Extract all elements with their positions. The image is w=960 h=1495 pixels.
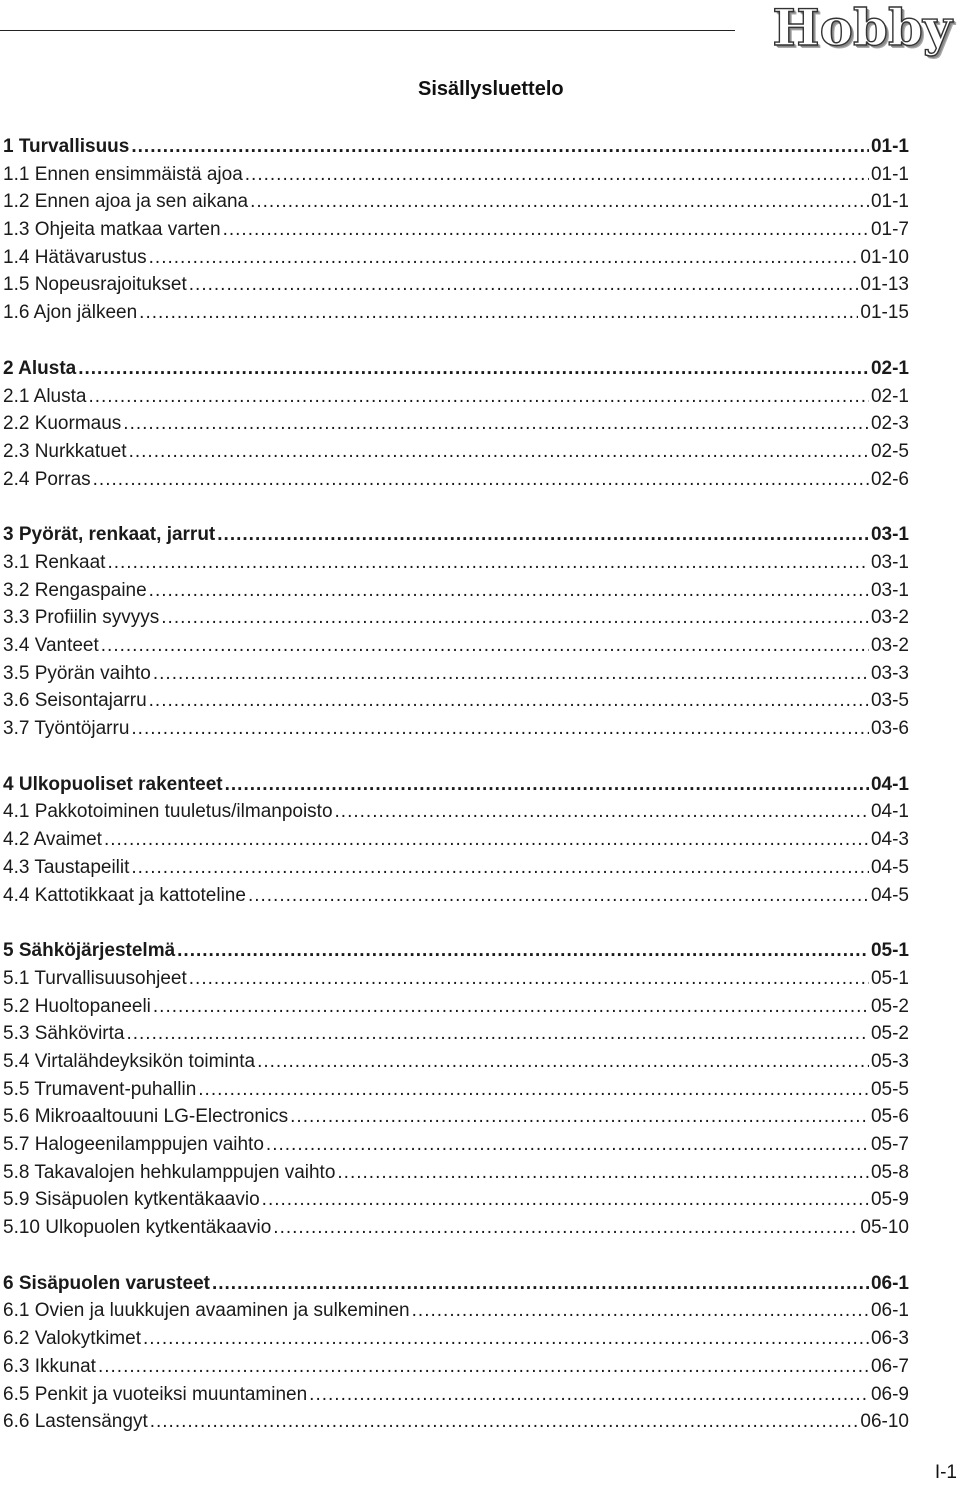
header-rule (0, 30, 735, 31)
toc-chapter-entry[interactable] (3, 937, 909, 965)
toc-entry-label: 3.7 Työntöjarru (3, 718, 130, 740)
toc-entry-page-number: 05-3 (870, 1050, 909, 1072)
toc-entry-page-number: 06-1 (870, 1300, 909, 1322)
dot-leader (177, 937, 869, 965)
toc-entry-page-number: 02-1 (870, 385, 909, 407)
toc-item-entry[interactable] (3, 1325, 909, 1353)
toc-entry-page-number: 05-6 (870, 1106, 909, 1128)
toc-item-entry[interactable] (3, 1131, 909, 1159)
toc-entry-page-number: 02-3 (870, 413, 909, 435)
toc-entry-label: 2 Alusta (3, 357, 77, 379)
toc-item-entry[interactable] (3, 993, 909, 1021)
toc-entry-label: 6.3 Ikkunat (3, 1355, 96, 1377)
toc-item-entry[interactable] (3, 1214, 909, 1242)
dot-leader (262, 1186, 869, 1214)
toc-item-entry[interactable] (3, 466, 909, 494)
toc-entry-page-number: 01-13 (860, 274, 909, 296)
toc-item-entry[interactable] (3, 1048, 909, 1076)
toc-section (3, 937, 909, 1242)
toc-entry-label: 2.1 Alusta (3, 385, 87, 407)
dot-leader (189, 271, 859, 299)
toc-entry-label: 6.1 Ovien ja luukkujen avaaminen ja sulkeminen (3, 1300, 410, 1322)
toc-item-entry[interactable] (3, 438, 909, 466)
toc-entry-page-number: 01-1 (870, 136, 909, 157)
toc-entry-label: 3 Pyörät, renkaat, jarrut (3, 524, 216, 546)
toc-item-entry[interactable] (3, 604, 909, 632)
toc-entry-label: 1 Turvallisuus (3, 136, 130, 157)
dot-leader (149, 577, 869, 605)
toc-entry-label: 5.1 Turvallisuusohjeet (3, 967, 187, 989)
toc-item-entry[interactable] (3, 1103, 909, 1131)
toc-entry-page-number: 03-1 (870, 524, 909, 546)
toc-item-entry[interactable] (3, 1186, 909, 1214)
toc-item-entry[interactable] (3, 161, 909, 189)
dot-leader (257, 1048, 869, 1076)
toc-section (3, 133, 909, 327)
toc-entry-page-number: 06-1 (870, 1272, 909, 1294)
toc-entry-label: 5.3 Sähkövirta (3, 1023, 125, 1045)
toc-item-entry[interactable] (3, 188, 909, 216)
toc-entry-label: 4.3 Taustapeilit (3, 856, 130, 878)
toc-item-entry[interactable] (3, 965, 909, 993)
toc-entry-label: 2.4 Porras (3, 468, 91, 490)
toc-entry-label: 5.6 Mikroaaltouuni LG-Electronics (3, 1106, 289, 1128)
toc-entry-page-number: 06-3 (870, 1328, 909, 1350)
toc-entry-label: 3.5 Pyörän vaihto (3, 662, 151, 684)
toc-entry-label: 3.6 Seisontajarru (3, 690, 147, 712)
toc-entry-label: 1.6 Ajon jälkeen (3, 302, 138, 324)
toc-entry-page-number: 05-2 (870, 1023, 909, 1045)
toc-item-entry[interactable] (3, 1381, 909, 1409)
dot-leader (104, 826, 869, 854)
toc-entry-page-number: 01-7 (870, 219, 909, 241)
dot-leader (161, 604, 869, 632)
toc-section (3, 355, 909, 493)
dot-leader (129, 438, 869, 466)
toc-entry-page-number: 01-10 (860, 246, 909, 268)
toc-entry-label: 1.4 Hätävarustus (3, 246, 147, 268)
dot-leader (266, 1131, 869, 1159)
toc-entry-label: 3.2 Rengaspaine (3, 579, 147, 601)
toc-item-entry[interactable] (3, 854, 909, 882)
toc-entry-page-number: 05-9 (870, 1189, 909, 1211)
toc-entry-page-number: 03-2 (870, 635, 909, 656)
dot-leader (88, 383, 869, 411)
toc-entry-page-number: 03-1 (870, 579, 909, 601)
dot-leader (101, 632, 869, 660)
dot-leader (149, 687, 869, 715)
toc-section (3, 1270, 909, 1436)
toc-chapter-entry[interactable] (3, 355, 909, 383)
toc-entry-label: 1.1 Ennen ensimmäistä ajoa (3, 163, 243, 185)
toc-entry-label: 4.1 Pakkotoiminen tuuletus/ilmanpoisto (3, 801, 333, 823)
dot-leader (248, 882, 869, 910)
toc-entry-page-number: 06-9 (870, 1383, 909, 1405)
page-number: I-1 (934, 1462, 957, 1483)
toc-entry-label: 4 Ulkopuoliset rakenteet (3, 773, 223, 795)
dot-leader (153, 993, 869, 1021)
toc-item-entry[interactable] (3, 798, 909, 826)
toc-entry-label: 3.4 Vanteet (3, 635, 99, 656)
hobby-logo: Hobby (772, 0, 952, 57)
dot-leader (131, 715, 869, 743)
toc-entry-label: 5.9 Sisäpuolen kytkentäkaavio (3, 1189, 260, 1211)
toc-chapter-entry[interactable] (3, 1270, 909, 1298)
toc-item-entry[interactable] (3, 1159, 909, 1187)
toc-item-entry[interactable] (3, 1076, 909, 1104)
toc-entry-page-number: 04-3 (870, 829, 909, 851)
toc-entry-page-number: 02-5 (870, 440, 909, 462)
dot-leader (198, 1076, 869, 1104)
toc-entry-page-number: 05-7 (870, 1134, 909, 1155)
toc-entry-label: 6.5 Penkit ja vuoteiksi muuntaminen (3, 1383, 308, 1405)
toc-entry-label: 1.3 Ohjeita matkaa varten (3, 219, 221, 241)
toc-entry-label: 2.2 Kuormaus (3, 413, 122, 435)
toc-item-entry[interactable] (3, 632, 909, 660)
toc-entry-page-number: 04-1 (870, 773, 909, 795)
dot-leader (189, 965, 869, 993)
toc-entry-label: 1.5 Nopeusrajoitukset (3, 274, 187, 296)
dot-leader (212, 1270, 869, 1298)
dot-leader (153, 660, 869, 688)
toc-entry-label: 4.2 Avaimet (3, 829, 102, 851)
dot-leader (273, 1214, 858, 1242)
toc-entry-page-number: 05-1 (870, 967, 909, 989)
toc-entry-label: 2.3 Nurkkatuet (3, 440, 127, 462)
dot-leader (217, 521, 869, 549)
toc-entry-page-number: 06-7 (870, 1355, 909, 1377)
toc-entry-label: 6 Sisäpuolen varusteet (3, 1272, 210, 1294)
toc-entry-label: 5.4 Virtalähdeyksikön toiminta (3, 1050, 256, 1072)
toc-item-entry[interactable] (3, 549, 909, 577)
toc-section (3, 771, 909, 909)
toc-entry-page-number: 01-1 (870, 191, 909, 213)
toc-item-entry[interactable] (3, 660, 909, 688)
dot-leader (131, 133, 869, 161)
dot-leader (149, 244, 859, 272)
toc-entry-page-number: 03-3 (870, 662, 909, 684)
toc-entry-label: 5.5 Trumavent-puhallin (3, 1078, 197, 1100)
toc-entry-page-number: 03-5 (870, 690, 909, 712)
toc-entry-label: 1.2 Ennen ajoa ja sen aikana (3, 191, 249, 213)
table-of-contents (3, 133, 909, 1464)
toc-entry-page-number: 03-6 (870, 718, 909, 740)
toc-item-entry[interactable] (3, 216, 909, 244)
toc-item-entry[interactable] (3, 882, 909, 910)
toc-entry-page-number: 01-15 (860, 302, 909, 324)
toc-item-entry[interactable] (3, 826, 909, 854)
dot-leader (107, 549, 869, 577)
toc-item-entry[interactable] (3, 1353, 909, 1381)
toc-entry-page-number: 03-2 (870, 607, 909, 629)
toc-item-entry[interactable] (3, 687, 909, 715)
toc-entry-page-number: 05-8 (870, 1161, 909, 1183)
dot-leader (150, 1408, 859, 1436)
dot-leader (131, 854, 869, 882)
toc-entry-label: 5.10 Ulkopuolen kytkentäkaavio (3, 1217, 272, 1239)
toc-entry-page-number: 02-1 (870, 357, 909, 379)
toc-entry-page-number: 05-10 (860, 1217, 909, 1239)
toc-item-entry[interactable] (3, 1020, 909, 1048)
dot-leader (309, 1381, 869, 1409)
toc-chapter-entry[interactable] (3, 771, 909, 799)
toc-entry-page-number: 01-1 (870, 163, 909, 185)
dot-leader (139, 299, 858, 327)
dot-leader (123, 410, 869, 438)
toc-section (3, 521, 909, 743)
toc-entry-label: 3.1 Renkaat (3, 551, 106, 573)
dot-leader (93, 466, 869, 494)
toc-item-entry[interactable] (3, 271, 909, 299)
dot-leader (250, 188, 869, 216)
toc-entry-label: 5.7 Halogeenilamppujen vaihto (3, 1134, 264, 1155)
dot-leader (335, 798, 869, 826)
toc-entry-label: 5 Sähköjärjestelmä (3, 940, 176, 962)
toc-entry-label: 6.2 Valokytkimet (3, 1328, 141, 1350)
toc-entry-label: 4.4 Kattotikkaat ja kattoteline (3, 884, 246, 906)
toc-entry-page-number: 04-1 (870, 801, 909, 823)
dot-leader (245, 161, 869, 189)
toc-item-entry[interactable] (3, 299, 909, 327)
dot-leader (78, 355, 869, 383)
page-title: Sisällysluettelo (418, 78, 564, 100)
toc-item-entry[interactable] (3, 244, 909, 272)
toc-item-entry[interactable] (3, 1408, 909, 1436)
toc-entry-page-number: 02-6 (870, 468, 909, 490)
toc-item-entry[interactable] (3, 410, 909, 438)
toc-item-entry[interactable] (3, 383, 909, 411)
dot-leader (223, 216, 869, 244)
dot-leader (98, 1353, 869, 1381)
toc-chapter-entry[interactable] (3, 133, 909, 161)
toc-entry-page-number: 05-1 (870, 940, 909, 962)
toc-chapter-entry[interactable] (3, 521, 909, 549)
toc-entry-label: 6.6 Lastensängyt (3, 1411, 148, 1433)
toc-entry-page-number: 03-1 (870, 551, 909, 573)
dot-leader (143, 1325, 869, 1353)
toc-entry-label: 5.2 Huoltopaneeli (3, 995, 151, 1017)
dot-leader (337, 1159, 869, 1187)
toc-entry-page-number: 04-5 (870, 856, 909, 878)
toc-item-entry[interactable] (3, 1297, 909, 1325)
toc-entry-page-number: 05-5 (870, 1078, 909, 1100)
dot-leader (126, 1020, 869, 1048)
dot-leader (290, 1103, 869, 1131)
toc-entry-label: 5.8 Takavalojen hehkulamppujen vaihto (3, 1161, 336, 1183)
toc-item-entry[interactable] (3, 715, 909, 743)
toc-entry-page-number: 05-2 (870, 995, 909, 1017)
toc-entry-page-number: 06-10 (860, 1411, 909, 1433)
toc-entry-label: 3.3 Profiilin syvyys (3, 607, 160, 629)
toc-entry-page-number: 04-5 (870, 884, 909, 906)
dot-leader (412, 1297, 869, 1325)
dot-leader (225, 771, 869, 799)
toc-item-entry[interactable] (3, 577, 909, 605)
